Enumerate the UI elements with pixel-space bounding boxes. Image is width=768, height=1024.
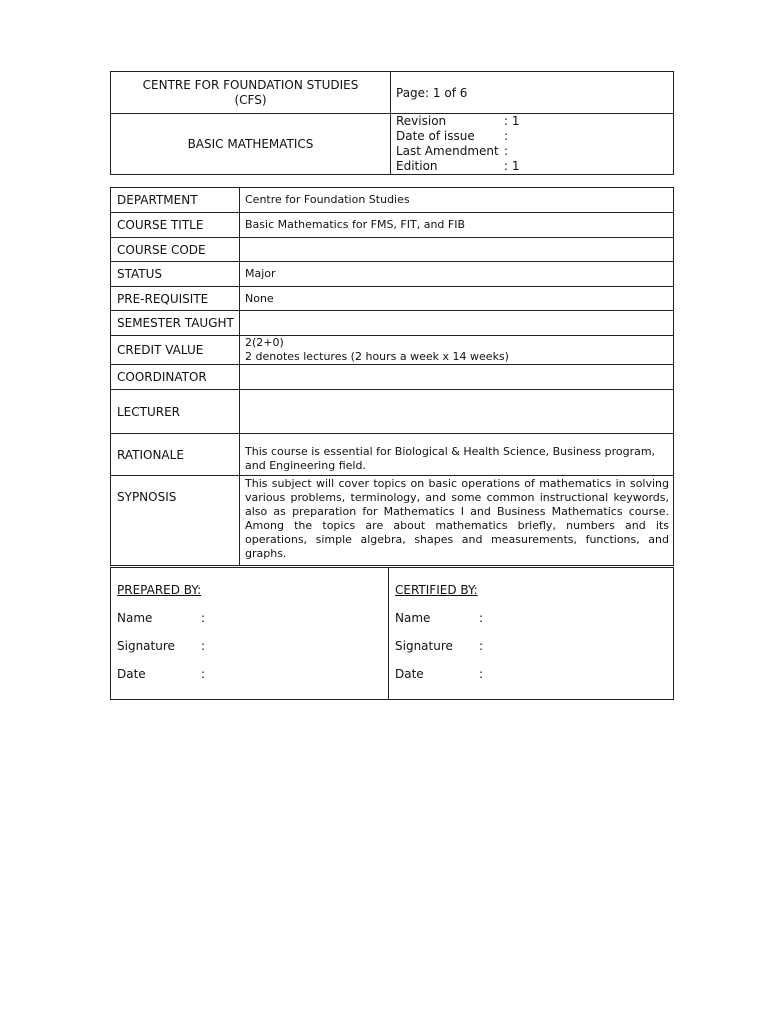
table-row xyxy=(111,336,674,365)
course-title-label: COURSE TITLE xyxy=(111,213,240,238)
table-row xyxy=(111,476,674,566)
course-info-table xyxy=(110,187,674,566)
revision-label: Revision xyxy=(396,114,447,128)
prepared-name-label: Name xyxy=(117,611,153,625)
credit-value: 2(2+0) xyxy=(245,336,284,349)
synopsis-value: This subject will cover topics on basic operations of mathematics in solving various problems, terminology, and some common instructional keywords, also as preparation for Mathematics I and Business Mathematics course. Among the topics are about mathematics briefly, numbers and its operations, simple algebra, shapes and measurements, functions, and graphs. xyxy=(240,476,674,566)
coordinator-value xyxy=(240,365,674,390)
credit-value-note: 2 denotes lectures (2 hours a week x 14 weeks) xyxy=(245,350,509,363)
department-label: DEPARTMENT xyxy=(111,188,240,213)
centre-name-cell xyxy=(111,72,391,114)
credit-value-label: CREDIT VALUE xyxy=(111,336,240,365)
table-row xyxy=(111,213,674,238)
revision-value: : 1 xyxy=(504,114,520,128)
credit-value-cell xyxy=(240,336,674,365)
table-row xyxy=(111,287,674,311)
date-of-issue-value: : xyxy=(504,129,509,143)
certified-signature-label: Signature xyxy=(395,639,453,653)
certified-name-label: Name xyxy=(395,611,431,625)
lecturer-value xyxy=(240,390,674,434)
rationale-label: RATIONALE xyxy=(111,434,240,476)
table-row xyxy=(111,262,674,287)
certified-by-heading: CERTIFIED BY: xyxy=(395,583,478,597)
prerequisite-label: PRE-REQUISITE xyxy=(111,287,240,311)
synopsis-label: SYPNOSIS xyxy=(111,476,240,566)
table-row xyxy=(111,365,674,390)
page-number: Page: 1 of 6 xyxy=(391,72,674,114)
last-amendment-value: : xyxy=(504,144,509,158)
certified-name-colon: : xyxy=(479,611,484,625)
last-amendment-label: Last Amendment xyxy=(396,144,499,158)
certified-date-label: Date xyxy=(395,667,424,681)
semester-value xyxy=(240,311,674,336)
coordinator-label: COORDINATOR xyxy=(111,365,240,390)
course-code-value xyxy=(240,238,674,262)
table-row xyxy=(111,390,674,434)
table-row xyxy=(111,188,674,213)
centre-abbrev: (CFS) xyxy=(234,92,267,107)
semester-label: SEMESTER TAUGHT xyxy=(111,311,240,336)
prepared-name-colon: : xyxy=(201,611,206,625)
lecturer-label: LECTURER xyxy=(111,390,240,434)
table-row xyxy=(111,311,674,336)
certified-signature-colon: : xyxy=(479,639,484,653)
edition-label: Edition xyxy=(396,159,438,173)
certified-date-colon: : xyxy=(479,667,484,681)
course-code-label: COURSE CODE xyxy=(111,238,240,262)
prepared-signature-label: Signature xyxy=(117,639,175,653)
prepared-date-colon: : xyxy=(201,667,206,681)
status-value: Major xyxy=(240,262,674,287)
centre-name: CENTRE FOR FOUNDATION STUDIES xyxy=(142,77,359,92)
revision-block xyxy=(391,114,674,175)
rationale-value: This course is essential for Biological & Health Science, Business program, and Engineering field. xyxy=(240,434,674,476)
course-title-value: Basic Mathematics for FMS, FIT, and FIB xyxy=(240,213,674,238)
certified-by-block xyxy=(389,568,674,700)
header-table xyxy=(110,71,674,175)
course-name: BASIC MATHEMATICS xyxy=(111,114,391,175)
table-row xyxy=(111,434,674,476)
table-row xyxy=(111,238,674,262)
prepared-signature-colon: : xyxy=(201,639,206,653)
edition-value: : 1 xyxy=(504,159,520,173)
prerequisite-value: None xyxy=(240,287,674,311)
status-label: STATUS xyxy=(111,262,240,287)
prepared-by-heading: PREPARED BY: xyxy=(117,583,202,597)
signature-table xyxy=(110,567,674,700)
prepared-date-label: Date xyxy=(117,667,146,681)
department-value: Centre for Foundation Studies xyxy=(240,188,674,213)
prepared-by-block xyxy=(111,568,389,700)
date-of-issue-label: Date of issue xyxy=(396,129,475,143)
